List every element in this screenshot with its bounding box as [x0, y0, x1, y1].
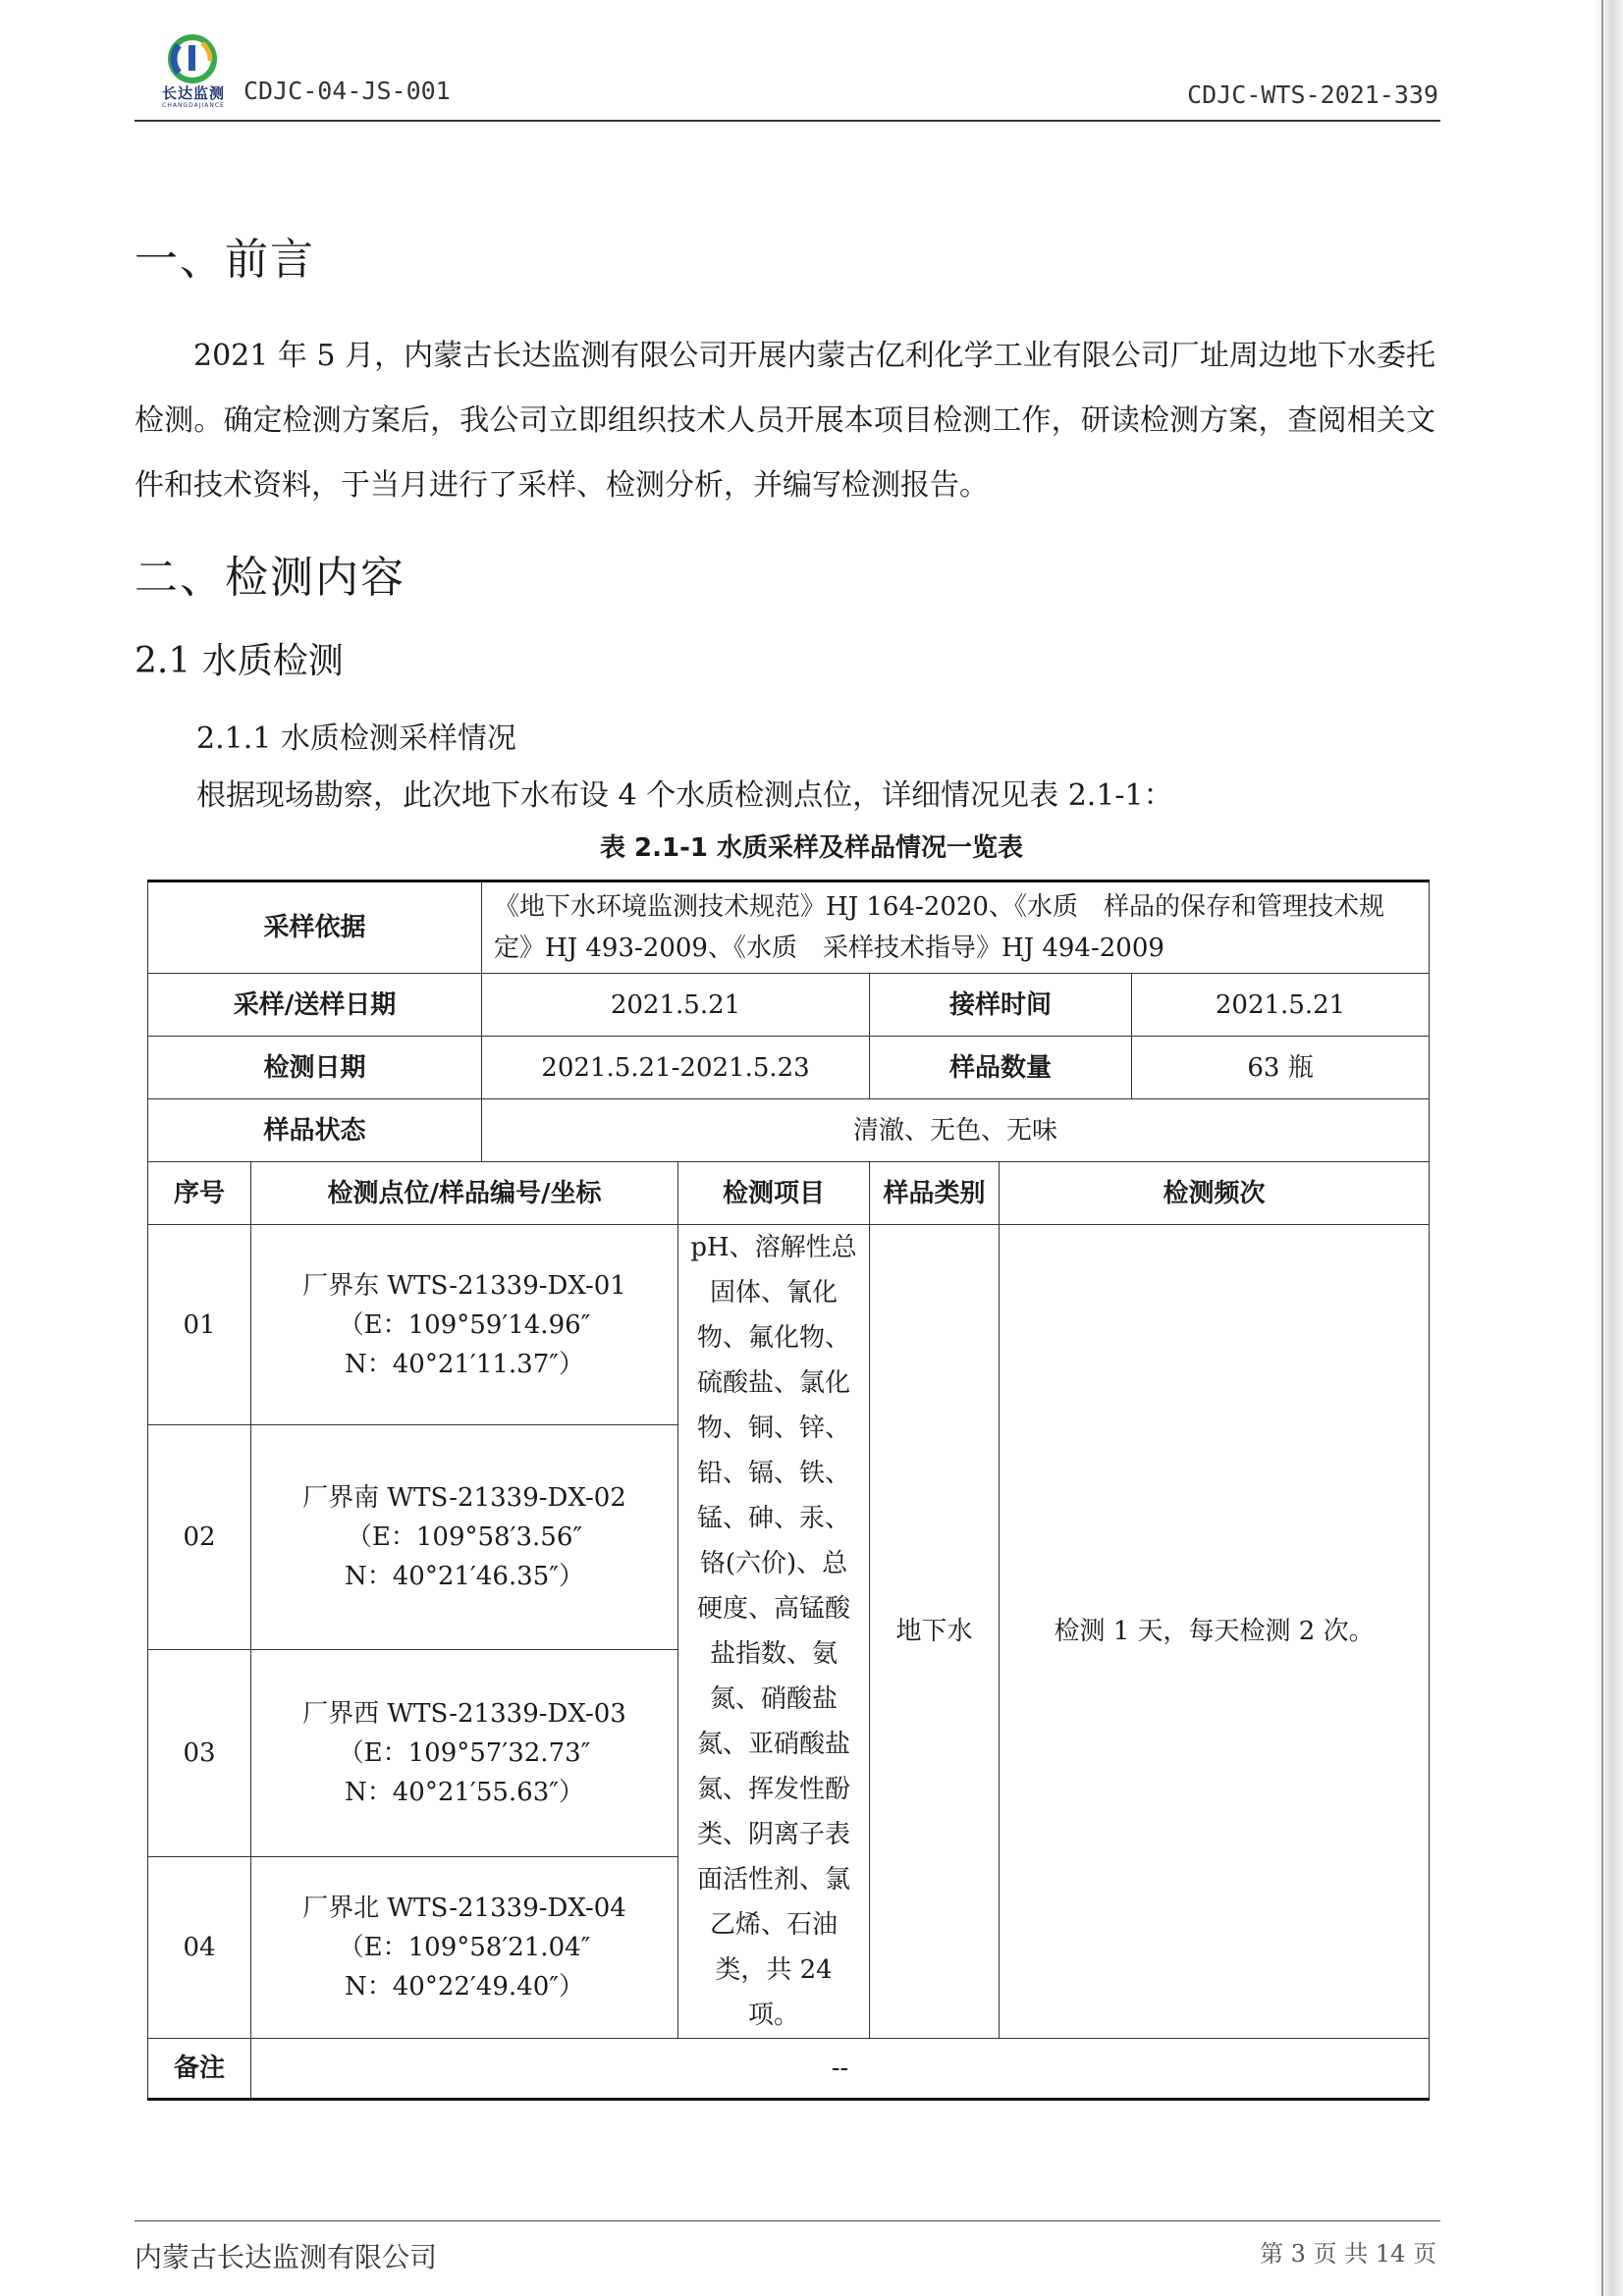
footer-company: 内蒙古长达监测有限公司 [135, 2241, 438, 2273]
state-value: 清澈、无色、无味 [482, 1099, 1430, 1162]
point-cell [251, 1649, 678, 1857]
test-date: 2021.5.21-2021.5.23 [482, 1037, 870, 1099]
quantity-label: 样品数量 [870, 1037, 1132, 1099]
table-row [148, 881, 1430, 974]
table-row [148, 1099, 1430, 1162]
basis-label: 采样依据 [148, 881, 482, 974]
sampling-intro: 根据现场勘察，此次地下水布设 4 个水质检测点位，详细情况见表 2.1-1： [196, 778, 1173, 813]
point-north: N：40°21′55.63″） [345, 1777, 584, 1807]
sampling-date-label: 采样/送样日期 [148, 974, 482, 1037]
point-east: （E：109°57′32.73″ [338, 1737, 591, 1768]
point-name: 厂界东 WTS-21339-DX-01 [302, 1270, 626, 1301]
table-caption: 表 2.1-1 水质采样及样品情况一览表 [599, 833, 1024, 863]
col-header-no: 序号 [148, 1162, 251, 1225]
page-number: 第 3 页 共 14 页 [1260, 2240, 1436, 2268]
table-header-row [148, 1162, 1430, 1225]
table-row [148, 1037, 1430, 1099]
table-row [148, 974, 1430, 1037]
row-no: 02 [148, 1425, 251, 1650]
state-label: 样品状态 [148, 1099, 482, 1162]
logo-mark-icon [149, 31, 236, 86]
point-cell [251, 1425, 678, 1650]
point-east: （E：109°58′21.04″ [338, 1933, 591, 1963]
row-no: 04 [148, 1857, 251, 2039]
point-name: 厂界西 WTS-21339-DX-03 [302, 1698, 626, 1729]
point-cell [251, 1857, 678, 2039]
table-row [148, 2039, 1430, 2100]
point-north: N：40°21′11.37″） [345, 1349, 584, 1379]
footer-divider [135, 2220, 1440, 2221]
sampling-table [147, 880, 1430, 2101]
logo-name: 长达监测 [161, 84, 225, 102]
subsection-title-water: 2.1 水质检测 [135, 641, 344, 681]
remark-value: -- [251, 2039, 1430, 2100]
point-name: 厂界南 WTS-21339-DX-02 [302, 1482, 626, 1513]
report-code: CDJC-WTS-2021-339 [1187, 80, 1438, 109]
sample-type: 地下水 [870, 1225, 1000, 2039]
row-no: 01 [148, 1225, 251, 1425]
quantity-value: 63 瓶 [1132, 1037, 1430, 1099]
preface-paragraph: 2021 年 5 月，内蒙古长达监测有限公司开展内蒙古亿利化学工业有限公司厂址周边地下水委托检测。确定检测方案后，我公司立即组织技术人员开展本项目检测工作，研读检测方案，查阅相关文件和技术资料，于当月进行了采样、检测分析，并编写检测报告。 [135, 339, 1435, 503]
table-row [148, 1225, 1430, 1425]
col-header-point: 检测点位/样品编号/坐标 [251, 1162, 678, 1225]
col-header-frequency: 检测频次 [1000, 1162, 1430, 1225]
point-cell [251, 1225, 678, 1425]
col-header-items: 检测项目 [678, 1162, 870, 1225]
sampling-date: 2021.5.21 [482, 974, 870, 1037]
section-title-content: 二、检测内容 [135, 553, 406, 603]
test-frequency: 检测 1 天，每天检测 2 次。 [1000, 1225, 1430, 2039]
remark-label: 备注 [148, 2039, 251, 2100]
company-logo [149, 31, 236, 116]
point-north: N：40°22′49.40″） [345, 1972, 584, 2002]
row-no: 03 [148, 1649, 251, 1857]
receive-label: 接样时间 [870, 974, 1132, 1037]
receive-date: 2021.5.21 [1132, 974, 1430, 1037]
form-code: CDJC-04-JS-001 [243, 77, 451, 105]
point-east: （E：109°58′3.56″ [346, 1522, 583, 1552]
basis-value: 《地下水环境监测技术规范》HJ 164-2020、《水质 样品的保存和管理技术规定》HJ 493-2009、《水质 采样技术指导》HJ 494-2009 [482, 881, 1430, 974]
test-items: pH、溶解性总固体、氰化物、氟化物、硫酸盐、氯化物、铜、锌、铅、镉、铁、锰、砷、汞、铬(六价)、总硬度、高锰酸盐指数、氨氮、硝酸盐氮、亚硝酸盐氮、挥发性酚类、阴离子表面活性剂、氯乙烯、石油类，共 24 项。 [678, 1225, 870, 2039]
test-date-label: 检测日期 [148, 1037, 482, 1099]
page-edge-line [1601, 0, 1603, 2296]
subsubsection-title-sampling: 2.1.1 水质检测采样情况 [196, 721, 516, 756]
page-edge [1594, 0, 1623, 2296]
point-name: 厂界北 WTS-21339-DX-04 [302, 1894, 626, 1924]
point-north: N：40°21′46.35″） [345, 1561, 584, 1591]
logo-subtitle: CHANGDAJIANCE [162, 102, 225, 109]
point-east: （E：109°59′14.96″ [338, 1309, 591, 1340]
header-divider [135, 120, 1440, 122]
page-header [147, 29, 1438, 118]
section-title-preface: 一、前言 [135, 235, 315, 285]
col-header-type: 样品类别 [870, 1162, 1000, 1225]
